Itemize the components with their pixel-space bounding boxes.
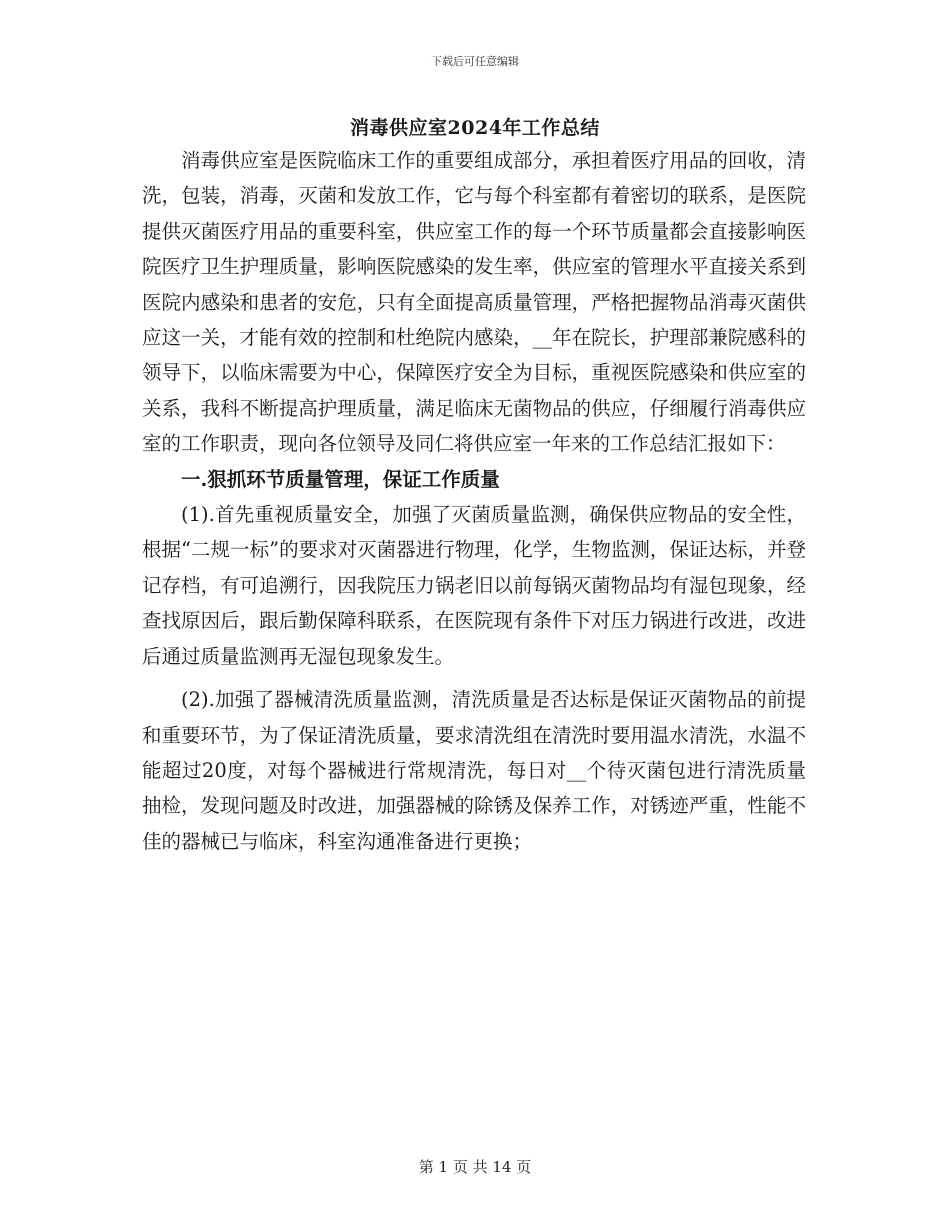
- item-2-paragraph: (2).加强了器械清洗质量监测，清洗质量是否达标是保证灭菌物品的前提和重要环节，为了保证清洗质量，要求清洗组在清洗时要用温水清洗，水温不能超过20度，对每个器械进行常规清洗，每日对__个待灭菌包进行清洗质量抽检，发现问题及时改进，加强器械的除锈及保养工作，对锈迹严重，性能不佳的器械已与临床，科室沟通准备进行更换；: [142, 688, 806, 853]
- item-1-paragraph: (1).首先重视质量安全，加强了灭菌质量监测，确保供应物品的安全性，根据“二规一标”的要求对灭菌器进行物理，化学，生物监测，保证达标，并登记存档，有可追溯行，因我院压力锅老旧以前每锅灭菌物品均有湿包现象，经查找原因后，跟后勤保障科联系，在医院现有条件下对压力锅进行改进，改进后通过质量监测再无湿包现象发生。: [142, 503, 806, 668]
- document-body: [142, 143, 806, 859]
- intro-paragraph: 消毒供应室是医院临床工作的重要组成部分，承担着医疗用品的回收，清洗，包装，消毒，灭菌和发放工作，它与每个科室都有着密切的联系，是医院提供灭菌医疗用品的重要科室，供应室工作的每一个环节质量都会直接影响医院医疗卫生护理质量，影响医院感染的发生率，供应室的管理水平直接关系到医院内感染和患者的安危，只有全面提高质量管理，严格把握物品消毒灭菌供应这一关，才能有效的控制和杜绝院内感染，__年在院长，护理部兼院感科的领导下，以临床需要为中心，保障医疗安全为目标，重视医院感染和供应室的关系，我科不断提高护理质量，满足临床无菌物品的供应，仔细履行消毒供应室的工作职责，现向各位领导及同仁将供应室一年来的工作总结汇报如下：: [142, 149, 806, 456]
- document-title: 消毒供应室2024年工作总结: [350, 117, 600, 139]
- page-header-note: 下载后可任意编辑: [431, 55, 519, 68]
- page-number: 第 1 页 共 14 页: [418, 1158, 532, 1176]
- section-heading: 一.狠抓环节质量管理，保证工作质量: [181, 467, 500, 491]
